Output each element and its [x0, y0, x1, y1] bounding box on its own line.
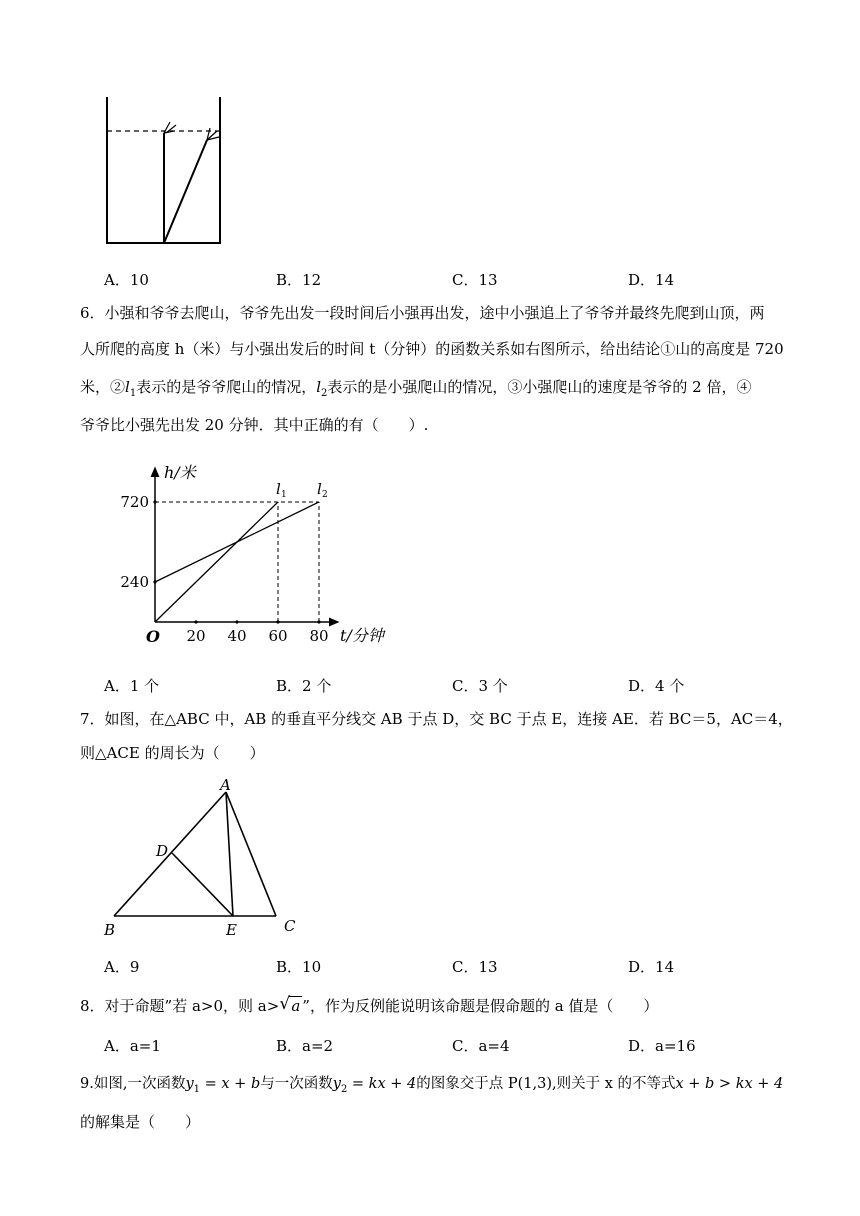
point-d-label: D [156, 842, 169, 860]
q6-option-b: B．2 个 [276, 677, 332, 695]
series-label-sub-l1: 1 [281, 489, 287, 500]
y-tick-label-720: 720 [120, 492, 149, 511]
x-tick-mark-80 [317, 620, 320, 623]
x-tick-label-80: 80 [309, 627, 329, 645]
q5-option-c: C．13 [452, 271, 498, 289]
q7-line-2: 则△ACE 的周长为（ ） [80, 744, 265, 762]
y-tick-mark-720 [153, 500, 156, 503]
x-tick-mark-40 [235, 620, 238, 623]
x-tick-label-40: 40 [227, 627, 247, 645]
point-c-label: C [284, 917, 296, 935]
q6-line-3: 米，$②l_1$表示的是爷爷爬山的情况，$l_2$表示的是小强爬山的情况，③小强爬山的速度是爷爷的 2 倍，④ [80, 378, 752, 399]
q5-option-d: D．14 [628, 271, 675, 289]
point-e-label: E [226, 921, 237, 938]
point-b-label: B [104, 921, 116, 938]
q6-option-c: C．3 个 [452, 677, 508, 695]
q6-option-d: D．4 个 [628, 677, 685, 695]
q7-option-d: D．14 [628, 958, 675, 976]
series-label-l1: l [276, 479, 281, 498]
x-tick-mark-20 [194, 620, 197, 623]
series-label-l2: l [317, 479, 322, 498]
series-line-l1 [155, 502, 278, 622]
q7-option-b: B．10 [276, 958, 322, 976]
q6-option-a: A．1 个 [104, 677, 160, 695]
q8-option-d: D．a=16 [628, 1037, 696, 1055]
q7-triangle-figure [100, 778, 310, 938]
q5-option-b: B．12 [276, 271, 322, 289]
q6-chart [100, 458, 430, 658]
l1-symbol: l [125, 378, 130, 396]
origin-label: O [146, 627, 160, 646]
q7-option-c: C．13 [452, 958, 498, 976]
q8-line: 8．对于命题”若 a>0，则 a> √ a ”，作为反例能说明该命题是假命题的 a 值是（ ） [80, 994, 659, 1015]
x-axis-label: t/分钟 [340, 626, 384, 645]
sqrt-symbol: √ a [279, 994, 301, 1015]
q9-line-1: 9.如图,一次函数$y_1 = x + b$与一次函数$y_2$ = kx + 4的图象交于点 P(1,3),则关于 x 的不等式x + b > kx + 4 [80, 1076, 784, 1095]
q8-option-b: B．a=2 [276, 1037, 334, 1055]
q5-option-a: A．10 [104, 271, 149, 289]
q6-line-4: 爷爷比小强先出发 20 分钟．其中正确的有（ ）. [80, 416, 429, 434]
q8-option-c: C．a=4 [452, 1037, 510, 1055]
q6-line-2: 人所爬的高度 h（米）与小强出发后的时间 t（分钟）的函数关系如右图所示，给出结论①山的高度是 720 [80, 340, 784, 358]
q5-figure [100, 95, 230, 250]
q8-option-a: A．a=1 [104, 1037, 161, 1055]
q6-line-1: 6．小强和爷爷去爬山，爷爷先出发一段时间后小强再出发，途中小强追上了爷爷并最终先爬到山顶，两 [80, 304, 765, 322]
series-label-sub-l2: 2 [322, 489, 328, 500]
l2-symbol: l [316, 378, 322, 396]
q9-line-2: 的解集是（ ） [80, 1113, 201, 1131]
y-tick-mark-240 [153, 580, 156, 583]
point-a-label: A [220, 778, 231, 794]
series-line-l2 [155, 502, 319, 582]
q7-line-1: 7．如图，在△ABC 中，AB 的垂直平分线交 AB 于点 D，交 BC 于点 E，连接 AE．若 BC＝5，AC＝4， [80, 710, 793, 728]
q7-option-a: A．9 [104, 958, 140, 976]
x-tick-mark-60 [276, 620, 279, 623]
y-axis-label: h/米 [164, 463, 196, 482]
x-tick-label-60: 60 [268, 627, 288, 645]
y-tick-label-240: 240 [120, 572, 149, 591]
x-tick-label-20: 20 [186, 627, 206, 645]
